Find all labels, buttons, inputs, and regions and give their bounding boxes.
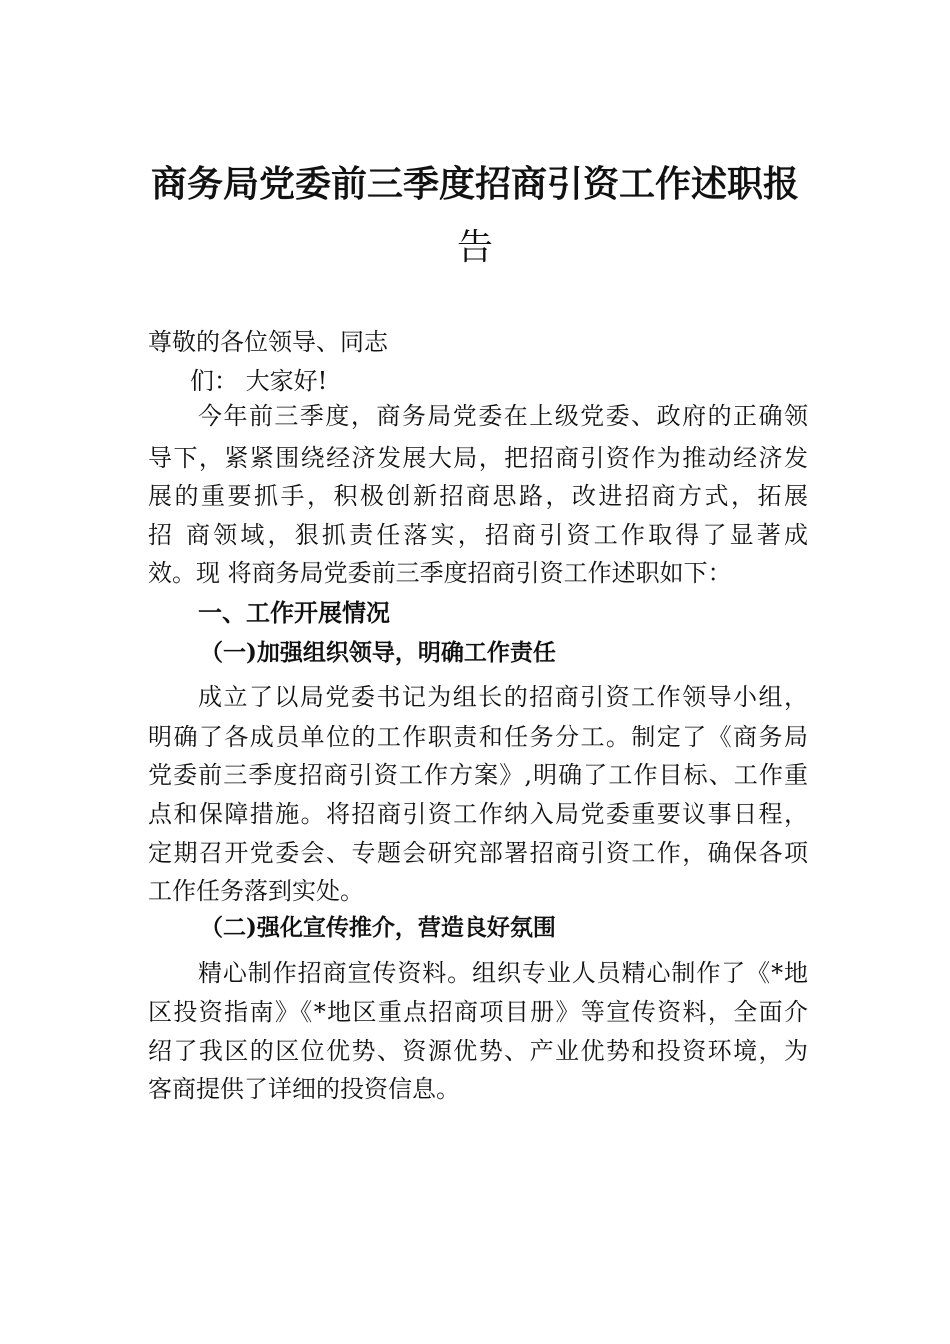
paragraph-line: 招 商领域，狠抓责任落实，招商引资工作取得了显著成 [148, 521, 808, 549]
paragraph-line: 党委前三季度招商引资工作方案》,明确了工作目标、工作重 [148, 761, 808, 789]
paragraph-line: 展的重要抓手，积极创新招商思路，改进招商方式，拓展 [148, 482, 808, 510]
subsection-heading: （二)强化宣传推介，营造良好氛围 [200, 914, 556, 941]
document-title-line-1: 商务局党委前三季度招商引资工作述职报 [150, 164, 799, 205]
document-title-line-2: 告 [456, 227, 493, 268]
paragraph-line: 今年前三季度，商务局党委在上级党委、政府的正确领 [198, 402, 808, 430]
paragraph-line: 成立了以局党委书记为组长的招商引资工作领导小组， [198, 683, 808, 711]
paragraph-line: 点和保障措施。将招商引资工作纳入局党委重要议事日程， [148, 800, 808, 828]
salutation-line-2: 们： 大家好! [190, 367, 328, 395]
salutation-line-1: 尊敬的各位领导、同志 [148, 328, 388, 356]
paragraph-line: 区投资指南》《*地区重点招商项目册》等宣传资料，全面介 [148, 998, 808, 1026]
paragraph-line: 效。现 将商务局党委前三季度招商引资工作述职如下： [148, 559, 732, 587]
paragraph-line: 绍了我区的区位优势、资源优势、产业优势和投资环境，为 [148, 1037, 808, 1065]
paragraph-line: 精心制作招商宣传资料。组织专业人员精心制作了《*地 [198, 959, 808, 987]
paragraph-line: 客商提供了详细的投资信息。 [148, 1075, 460, 1103]
paragraph-line: 定期召开党委会、专题会研究部署招商引资工作，确保各项 [148, 839, 808, 867]
paragraph-line: 明确了各成员单位的工作职责和任务分工。制定了《商务局 [148, 723, 808, 751]
paragraph-line: 工作任务落到实处。 [148, 877, 364, 905]
subsection-heading: （一)加强组织领导，明确工作责任 [200, 639, 556, 666]
paragraph-line: 导下，紧紧围绕经济发展大局，把招商引资作为推动经济发 [148, 444, 808, 472]
section-heading: 一、工作开展情况 [198, 599, 390, 627]
